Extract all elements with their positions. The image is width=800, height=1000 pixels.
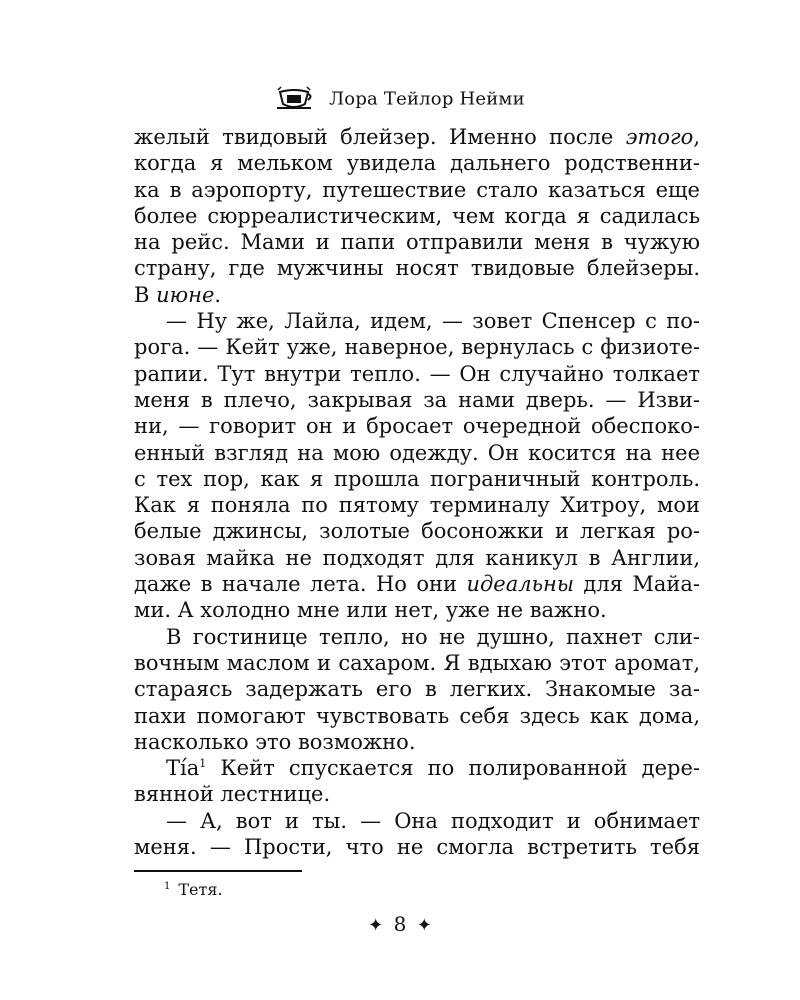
text-run: вянной лестнице. xyxy=(134,782,331,807)
text-run: насколько это возможно. xyxy=(134,729,416,754)
text-run: ми. А холодно мне или нет, уже не важно. xyxy=(134,598,607,623)
text-line xyxy=(134,229,700,255)
footnote-text: Тетя. xyxy=(178,880,223,899)
text-line xyxy=(134,624,700,650)
page-number-value: 8 xyxy=(393,912,407,936)
text-run: вочным маслом и сахаром. Я вдыхаю этот аромат, xyxy=(134,650,700,675)
text-line xyxy=(134,440,700,466)
text-run: рога. — Кейт уже, наверное, вернулась с физиоте- xyxy=(134,335,700,360)
footnote-reference: 1 xyxy=(199,757,207,771)
text-line xyxy=(134,255,700,281)
text-run: когда я мельком увидела дальнего родственни- xyxy=(134,151,700,176)
text-line xyxy=(134,703,700,729)
text-line xyxy=(134,466,700,492)
text-line xyxy=(134,282,700,308)
running-header xyxy=(0,86,800,112)
text-run: Tía xyxy=(166,756,200,781)
text-line xyxy=(134,177,700,203)
text-line xyxy=(134,808,700,834)
text-run: страну, где мужчины носят твидовые блейзеры. xyxy=(134,256,700,281)
text-run: желый твидовый блейзер. Именно после xyxy=(134,125,626,149)
footnote xyxy=(164,880,223,899)
text-run: меня в плечо, закрывая за нами дверь. — Изви- xyxy=(134,387,700,412)
text-line xyxy=(134,597,700,623)
text-line xyxy=(134,571,700,597)
text-run: рапии. Тут внутри тепло. — Он случайно толкает xyxy=(134,361,700,386)
text-line xyxy=(134,755,700,781)
text-line xyxy=(134,124,700,150)
text-line xyxy=(134,545,700,571)
text-line xyxy=(134,361,700,387)
text-run: зовая майка не подходят для каникул в Англии, xyxy=(134,545,700,570)
text-run: белые джинсы, золотые босоножки и легкая ро- xyxy=(134,519,700,544)
star-ornament-left: ✦ xyxy=(368,915,384,936)
text-line xyxy=(134,834,700,860)
text-run: ка в аэропорту, путешествие стало казаться еще xyxy=(134,177,700,202)
text-line xyxy=(134,334,700,360)
text-run: июне xyxy=(156,282,215,307)
text-run: идеальны xyxy=(466,572,574,597)
text-run: для Майа- xyxy=(573,572,700,597)
footnote-rule xyxy=(134,870,302,872)
text-line xyxy=(134,518,700,544)
text-run: — А, вот и ты. — Она подходит и обнимает xyxy=(166,808,700,833)
star-ornament-right: ✦ xyxy=(416,915,432,936)
text-run: более сюрреалистическим, чем когда я садилась xyxy=(134,203,700,228)
text-line xyxy=(134,729,700,755)
text-run: В xyxy=(134,282,157,307)
text-line xyxy=(134,387,700,413)
body-text xyxy=(134,124,700,860)
text-line xyxy=(134,492,700,518)
text-run: меня. — Прости, что не смогла встретить тебя xyxy=(134,835,700,860)
text-run: ни, — говорит он и бросает очередной обеспоко- xyxy=(134,414,700,439)
text-run: даже в начале лета. Но они xyxy=(134,572,467,597)
text-run: — Ну же, Лайла, идем, — зовет Спенсер с по- xyxy=(166,309,700,334)
text-run: на рейс. Мами и папи отправили меня в чужую xyxy=(134,230,700,255)
text-line xyxy=(134,781,700,807)
page-number xyxy=(0,912,800,936)
text-line xyxy=(134,676,700,702)
text-line xyxy=(134,203,700,229)
text-run: этого xyxy=(625,125,694,149)
text-run: . xyxy=(214,282,222,307)
text-run: Как я поняла по пятому терминалу Хитроу, мои xyxy=(134,493,700,518)
text-line xyxy=(134,150,700,176)
text-run: , xyxy=(693,125,700,149)
text-run: пахи помогают чувствовать себя здесь как дома, xyxy=(134,703,700,728)
text-line xyxy=(134,308,700,334)
text-line xyxy=(134,413,700,439)
text-line xyxy=(134,650,700,676)
text-run: В гостинице тепло, но не душно, пахнет сли- xyxy=(166,624,700,649)
text-run: стараясь задержать его в легких. Знакомые за- xyxy=(134,677,700,702)
teacup-icon xyxy=(275,86,313,112)
text-run: Кейт спускается по полированной дере- xyxy=(206,756,700,781)
footnote-marker: 1 xyxy=(164,880,171,892)
author-name: Лора Тейлор Нейми xyxy=(329,88,525,110)
text-run: с тех пор, как я прошла пограничный контроль. xyxy=(134,466,700,491)
text-run: енный взгляд на мою одежду. Он косится на нее xyxy=(134,440,700,465)
